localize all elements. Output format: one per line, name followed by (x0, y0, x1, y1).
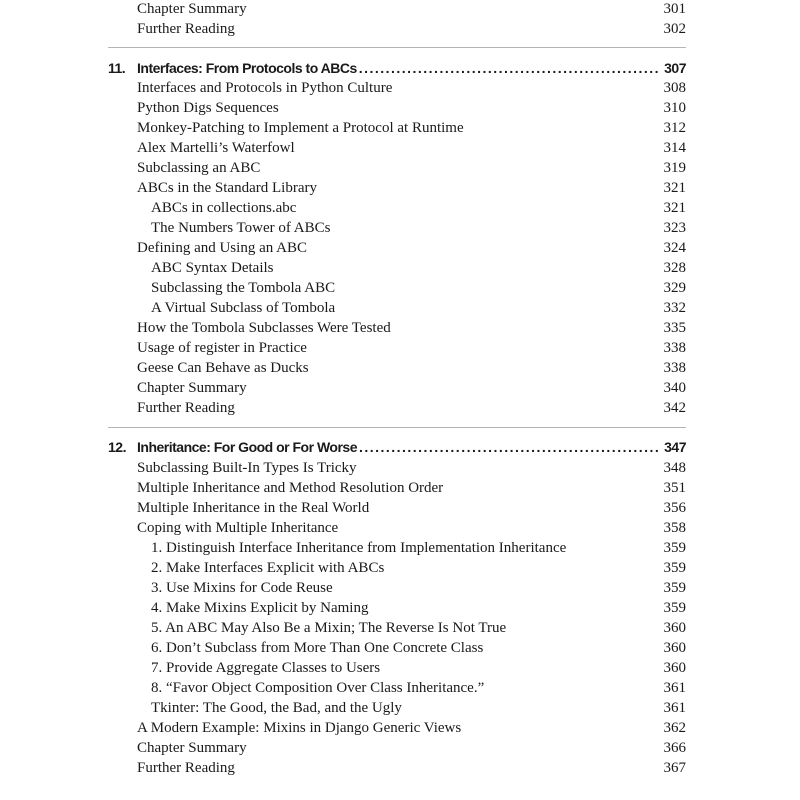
entry-page: 329 (663, 280, 686, 296)
toc-entry[interactable] (108, 238, 686, 258)
entry-page: 321 (663, 200, 686, 216)
entry-title: Coping with Multiple Inheritance (137, 520, 339, 536)
entry-page: 321 (663, 180, 686, 196)
toc-entry[interactable] (108, 738, 686, 758)
entry-title: Chapter Summary (137, 380, 247, 396)
entry-title: Multiple Inheritance in the Real World (137, 500, 370, 516)
chapter-11-heading[interactable] (108, 58, 686, 78)
entry-title: Interfaces and Protocols in Python Culture (137, 80, 393, 96)
entry-page: 335 (663, 320, 686, 336)
chapter-title: Interfaces: From Protocols to ABCs (137, 60, 357, 76)
toc-entry[interactable] (108, 518, 686, 538)
entry-title: 6. Don’t Subclass from More Than One Concrete Class (151, 640, 484, 656)
toc-entry[interactable] (108, 658, 686, 678)
entry-title: The Numbers Tower of ABCs (151, 220, 331, 236)
entry-title: Further Reading (137, 21, 235, 37)
toc-entry[interactable] (108, 398, 686, 418)
entry-page: 328 (663, 260, 686, 276)
entry-title: Tkinter: The Good, the Bad, and the Ugly (151, 700, 402, 716)
toc-entry[interactable] (108, 19, 686, 39)
toc-entry[interactable] (108, 618, 686, 638)
toc-entry[interactable] (108, 78, 686, 98)
entry-title: Usage of register in Practice (137, 340, 307, 356)
entry-title: 5. An ABC May Also Be a Mixin; The Reverse Is Not True (151, 620, 507, 636)
entry-page: 301 (663, 1, 686, 17)
leader-dots (359, 437, 660, 457)
entry-title: Chapter Summary (137, 740, 247, 756)
entry-page: 323 (663, 220, 686, 236)
entry-page: 312 (663, 120, 686, 136)
entry-page: 359 (663, 600, 686, 616)
entry-page: 361 (663, 680, 686, 696)
entry-page: 359 (663, 580, 686, 596)
entry-title: Further Reading (137, 400, 235, 416)
toc-entry[interactable] (108, 478, 686, 498)
toc-entry[interactable] (108, 718, 686, 738)
entry-title: Chapter Summary (137, 1, 247, 17)
entry-page: 358 (663, 520, 686, 536)
toc-entry[interactable] (108, 278, 686, 298)
entry-page: 308 (663, 80, 686, 96)
entry-title: 4. Make Mixins Explicit by Naming (151, 600, 369, 616)
entry-page: 359 (663, 540, 686, 556)
chapter-page: 347 (664, 439, 686, 455)
entry-title: Further Reading (137, 760, 235, 776)
toc-entry[interactable] (108, 318, 686, 338)
entry-title: ABCs in the Standard Library (137, 180, 317, 196)
entry-page: 362 (663, 720, 686, 736)
chapter-number: 12. (108, 439, 126, 455)
separator (108, 427, 686, 428)
entry-title: 8. “Favor Object Composition Over Class Inheritance.” (151, 680, 485, 696)
entry-title: ABC Syntax Details (151, 260, 274, 276)
entry-page: 356 (663, 500, 686, 516)
entry-page: 340 (663, 380, 686, 396)
entry-page: 332 (663, 300, 686, 316)
toc-entry[interactable] (108, 458, 686, 478)
entry-page: 361 (663, 700, 686, 716)
toc-entry[interactable] (108, 218, 686, 238)
toc-entry[interactable] (108, 258, 686, 278)
entry-title: Python Digs Sequences (137, 100, 279, 116)
toc-entry[interactable] (108, 98, 686, 118)
entry-title: Monkey-Patching to Implement a Protocol at Runtime (137, 120, 464, 136)
toc-entry[interactable] (108, 0, 686, 19)
toc-entry[interactable] (108, 158, 686, 178)
entry-page: 302 (663, 21, 686, 37)
entry-title: Subclassing the Tombola ABC (151, 280, 336, 296)
entry-title: 3. Use Mixins for Code Reuse (151, 580, 333, 596)
entry-page: 360 (663, 640, 686, 656)
toc-entry[interactable] (108, 138, 686, 158)
entry-title: Geese Can Behave as Ducks (137, 360, 309, 376)
toc-entry[interactable] (108, 558, 686, 578)
entry-page: 338 (663, 360, 686, 376)
entry-title: How the Tombola Subclasses Were Tested (137, 320, 391, 336)
entry-title: 1. Distinguish Interface Inheritance from Implementation Inheritance (151, 540, 567, 556)
toc-entry[interactable] (108, 638, 686, 658)
chapter-12-heading[interactable] (108, 437, 686, 457)
toc-entry[interactable] (108, 338, 686, 358)
chapter-page: 307 (664, 60, 686, 76)
entry-title: A Modern Example: Mixins in Django Generic Views (137, 720, 462, 736)
entry-page: 310 (663, 100, 686, 116)
entry-title: 2. Make Interfaces Explicit with ABCs (151, 560, 385, 576)
entry-page: 366 (663, 740, 686, 756)
separator (108, 47, 686, 48)
toc-entry[interactable] (108, 378, 686, 398)
entry-page: 351 (663, 480, 686, 496)
entry-page: 342 (663, 400, 686, 416)
entry-page: 360 (663, 660, 686, 676)
entry-title: ABCs in collections.abc (151, 200, 297, 216)
toc-entry[interactable] (108, 578, 686, 598)
entry-title: Multiple Inheritance and Method Resolution Order (137, 480, 444, 496)
toc-entry[interactable] (108, 538, 686, 558)
toc-entry[interactable] (108, 118, 686, 138)
toc-entry[interactable] (108, 198, 686, 218)
entry-page: 348 (663, 460, 686, 476)
chapter-number: 11. (108, 60, 126, 76)
toc-entry[interactable] (108, 298, 686, 318)
toc-entry[interactable] (108, 358, 686, 378)
entry-title: Defining and Using an ABC (137, 240, 307, 256)
entry-page: 319 (663, 160, 686, 176)
entry-page: 359 (663, 560, 686, 576)
entry-page: 367 (663, 760, 686, 776)
entry-title: Alex Martelli’s Waterfowl (137, 140, 295, 156)
toc-entry[interactable] (108, 598, 686, 618)
entry-page: 314 (663, 140, 686, 156)
chapter-title: Inheritance: For Good or For Worse (137, 439, 357, 455)
entry-title: A Virtual Subclass of Tombola (151, 300, 336, 316)
entry-page: 360 (663, 620, 686, 636)
toc-entry[interactable] (108, 498, 686, 518)
toc-entry[interactable] (108, 678, 686, 698)
toc-entry[interactable] (108, 698, 686, 718)
entry-title: 7. Provide Aggregate Classes to Users (151, 660, 381, 676)
toc-entry[interactable] (108, 178, 686, 198)
entry-page: 338 (663, 340, 686, 356)
entry-title: Subclassing Built-In Types Is Tricky (137, 460, 357, 476)
entry-title: Subclassing an ABC (137, 160, 261, 176)
leader-dots (359, 58, 660, 78)
entry-page: 324 (663, 240, 686, 256)
toc-entry[interactable] (108, 758, 686, 778)
